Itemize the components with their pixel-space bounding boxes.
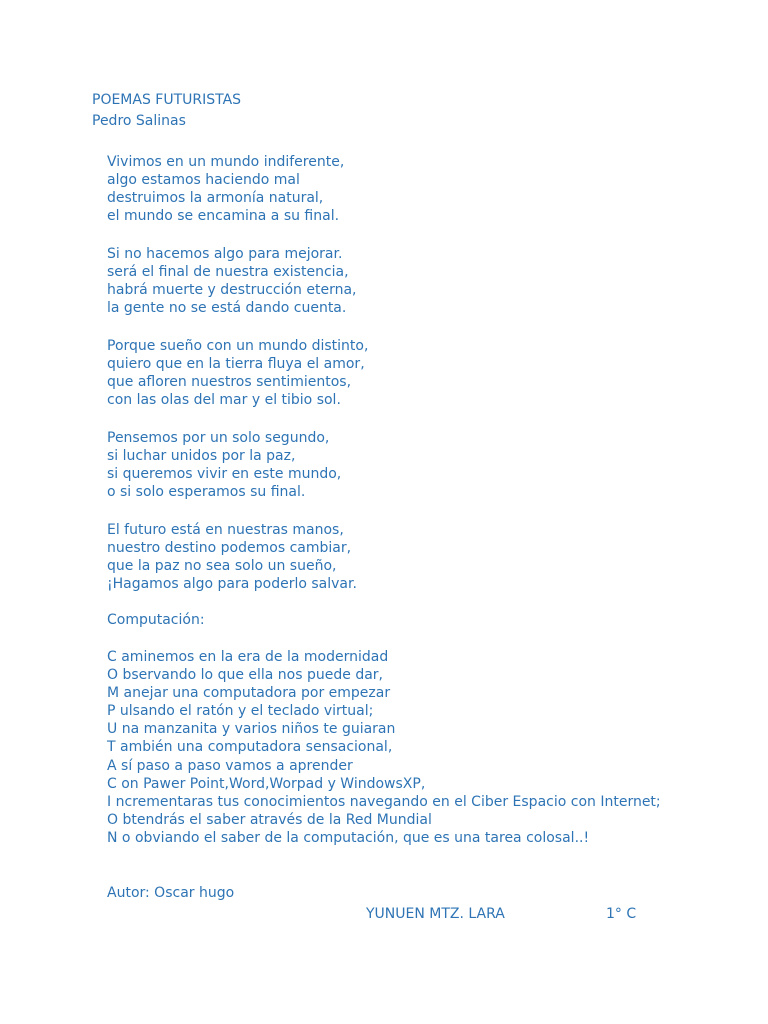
poem-line: que la paz no sea solo un sueño, [107,557,337,574]
stanza-spacer [107,409,368,429]
document-author: Pedro Salinas [92,113,186,129]
acrostic-line: O bservando lo que ella nos puede dar, [107,667,383,684]
poem-line: Pensemos por un solo segundo, [107,429,330,446]
footer-grade: 1° C [606,906,637,922]
poem-line: habrá muerte y destrucción eterna, [107,282,357,299]
poem-line: quiero que en la tierra fluya el amor, [107,355,365,372]
poem-line: ¡Hagamos algo para poderlo salvar. [107,575,357,592]
poem-stanza [107,245,368,317]
stanza-spacer [107,501,368,521]
poem-line: si queremos vivir en este mundo, [107,465,342,482]
poem-line: Porque sueño con un mundo distinto, [107,337,369,354]
poem-line: Si no hacemos algo para mejorar. [107,245,343,262]
poem-line: El futuro está en nuestras manos, [107,521,344,538]
acrostic-line: A sí paso a paso vamos a aprender [107,757,353,774]
section-heading: Computación: [107,612,205,628]
footer-student-name: YUNUEN MTZ. LARA [366,906,505,922]
author-credit: Autor: Oscar hugo [107,885,235,901]
poem-line: que afloren nuestros sentimientos, [107,373,352,390]
poem-stanza [107,337,368,409]
acrostic-line: U na manzanita y varios niños te guiaran [107,721,396,738]
poem-line: la gente no se está dando cuenta. [107,300,347,317]
acrostic-line: I ncrementaras tus conocimientos navegando en el Ciber Espacio con Internet; [107,793,661,810]
poem-stanza [107,153,368,225]
poem-stanza [107,521,368,593]
poem-line: Vivimos en un mundo indiferente, [107,154,345,170]
poem-body [107,153,368,593]
poem-line: si luchar unidos por la paz, [107,447,296,464]
acrostic-line: M anejar una computadora por empezar [107,685,391,702]
poem-line: nuestro destino podemos cambiar, [107,539,352,556]
acrostic-line: O btendrás el saber através de la Red Mundial [107,811,432,828]
poem-line: será el final de nuestra existencia, [107,263,349,280]
poem-line: o si solo esperamos su final. [107,483,306,500]
acrostic-poem [107,648,667,847]
acrostic-line: C on Pawer Point,Word,Worpad y WindowsXP, [107,775,426,792]
poem-stanza [107,429,368,501]
stanza-spacer [107,225,368,245]
poem-line: el mundo se encamina a su final. [107,208,340,225]
acrostic-line: N o obviando el saber de la computación, que es una tarea colosal..! [107,829,590,846]
poem-line: con las olas del mar y el tibio sol. [107,392,341,409]
poem-line: destruimos la armonía natural, [107,190,324,207]
acrostic-line: P ulsando el ratón y el teclado virtual; [107,703,374,720]
stanza-spacer [107,317,368,337]
document-title: POEMAS FUTURISTAS [92,92,242,108]
acrostic-line: C aminemos en la era de la modernidad [107,649,389,665]
acrostic-line: T ambién una computadora sensacional, [107,739,393,756]
poem-line: algo estamos haciendo mal [107,172,300,189]
